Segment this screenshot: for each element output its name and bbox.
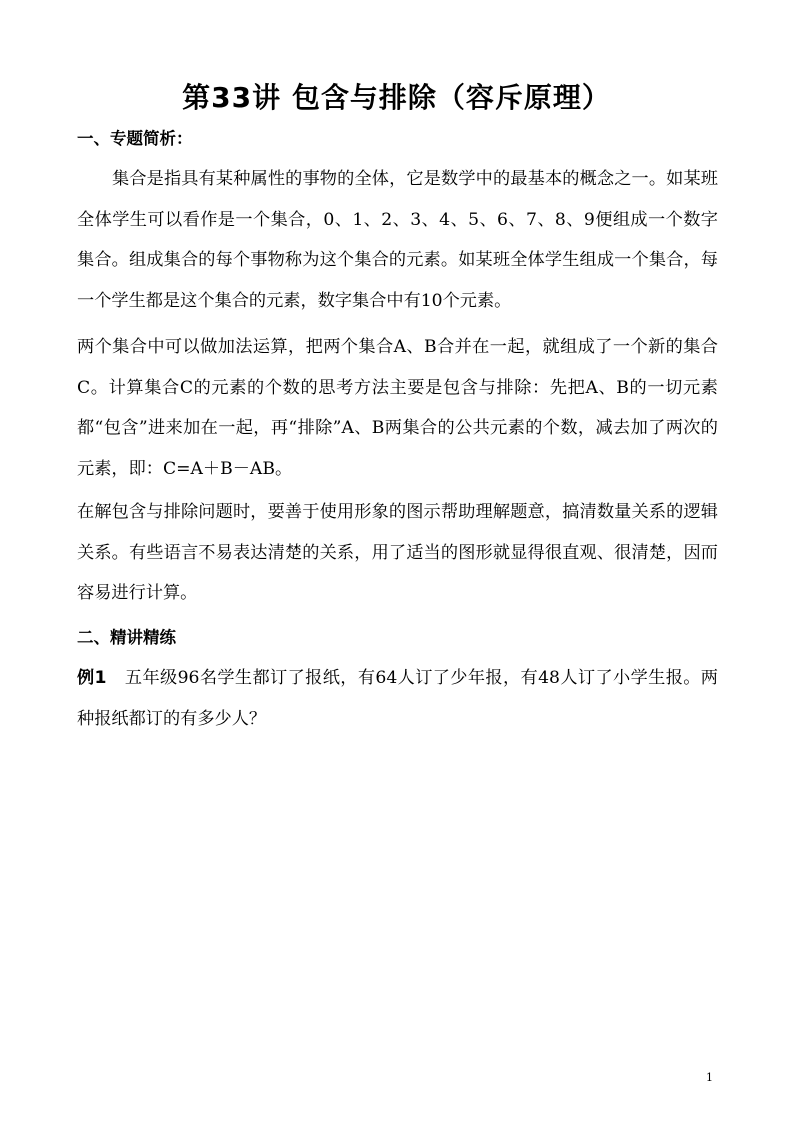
example-1-text: 五年级96名学生都订了报纸，有64人订了少年报，有48人订了小学生报。两种报纸都订的有多少人？ [77, 668, 718, 729]
page-title: 第33讲 包含与排除（容斥原理） [182, 81, 611, 114]
example-1 [77, 658, 718, 739]
analysis-paragraph-2: 两个集合中可以做加法运算，把两个集合A、B合并在一起，就组成了一个新的集合C。计算集合C的元素的个数的思考方法主要是包含与排除：先把A、B的一切元素都“包含”进来加在一起，再“排除”A、B两集合的公共元素的个数，减去加了两次的元素，即：C=A＋B－AB。 [77, 337, 718, 479]
analysis-paragraph-1: 集合是指具有某种属性的事物的全体，它是数学中的最基本的概念之一。如某班全体学生可以看作是一个集合，0、1、2、3、4、5、6、7、8、9便组成一个数字集合。组成集合的每个事物称为这个集合的元素。如某班全体学生组成一个集合，每一个学生都是这个集合的元素，数字集合中有10个元素。 [77, 169, 718, 311]
page-number: 1 [706, 1071, 713, 1084]
example-1-label: 例1 [77, 668, 107, 688]
section-heading-analysis: 一、专题简析： [77, 129, 193, 148]
section-heading-practice: 二、精讲精练 [77, 628, 176, 647]
analysis-paragraph-3: 在解包含与排除问题时，要善于使用形象的图示帮助理解题意，搞清数量关系的逻辑关系。有些语言不易表达清楚的关系，用了适当的图形就显得很直观、很清楚，因而容易进行计算。 [77, 502, 718, 603]
